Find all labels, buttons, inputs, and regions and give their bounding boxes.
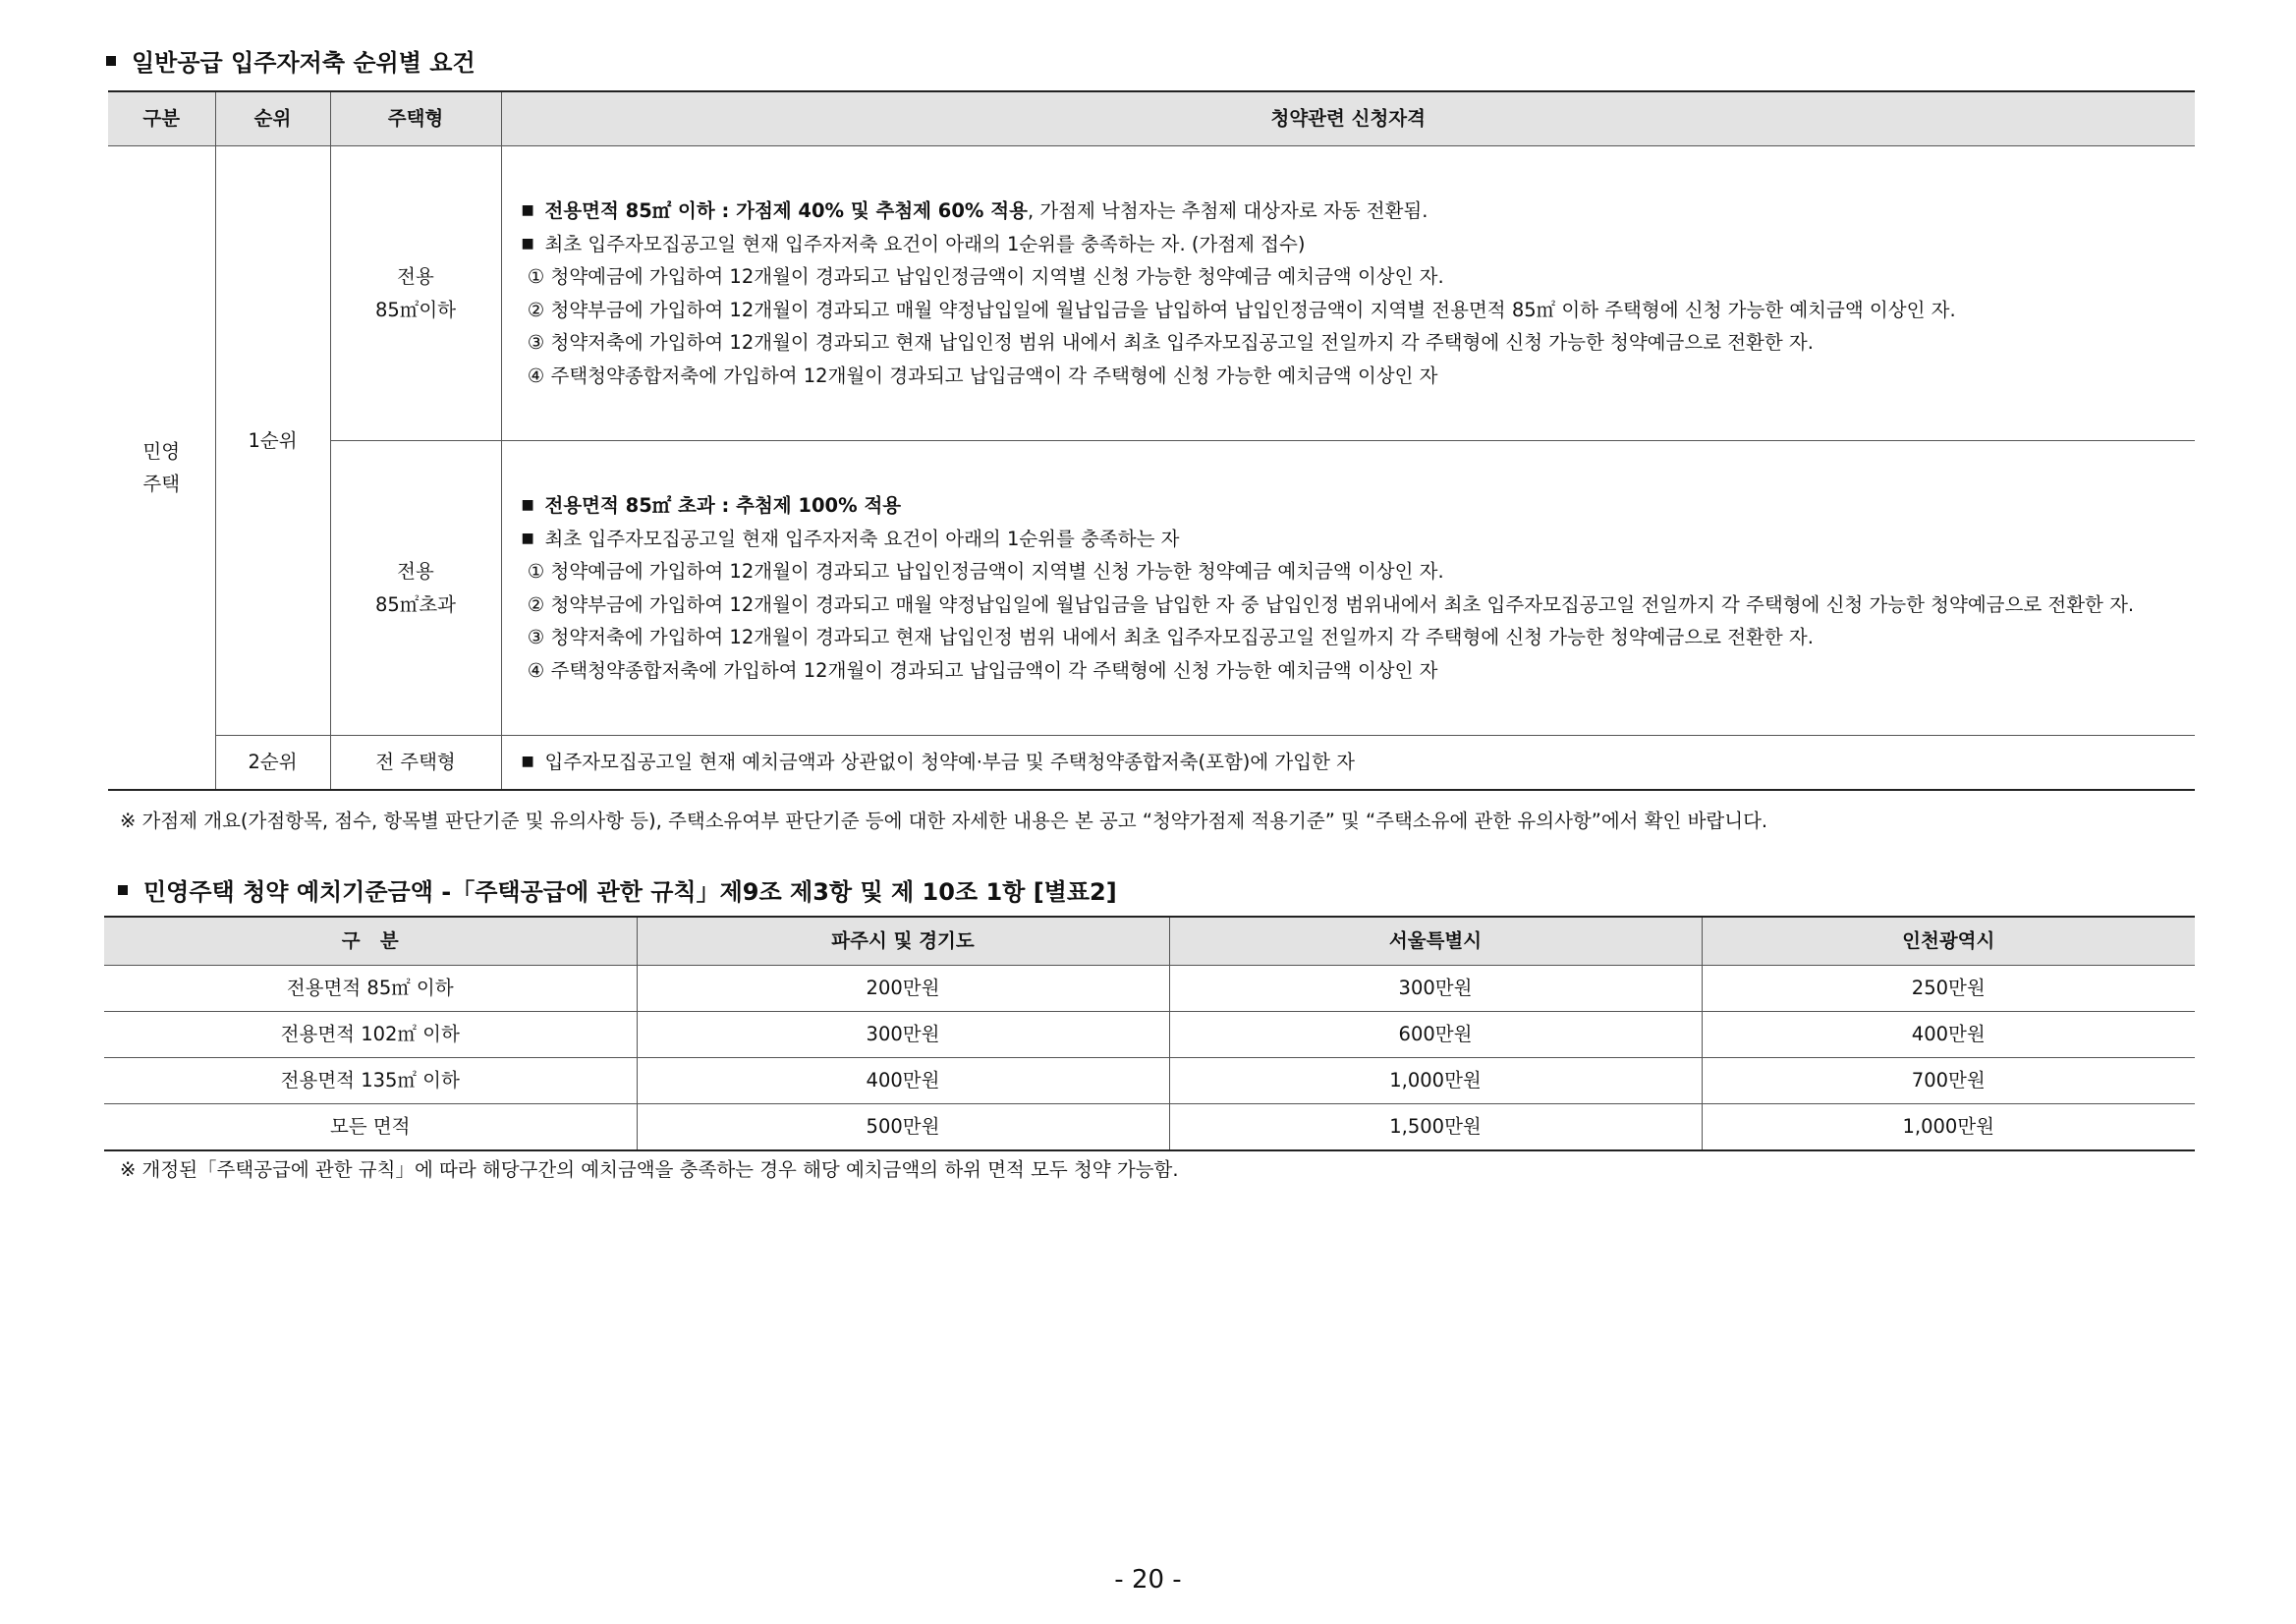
black-square-bullet-icon: ■ bbox=[521, 235, 534, 252]
type-85-over: 전용 85㎡초과 bbox=[330, 441, 501, 736]
header-seoul: 서울특별시 bbox=[1169, 917, 1702, 966]
cell-seoul: 600만원 bbox=[1169, 1012, 1702, 1058]
black-square-bullet-icon bbox=[106, 56, 116, 66]
item-text: 청약저축에 가입하여 12개월이 경과되고 현재 납입인정 범위 내에서 최초 입주자모집공고일 전일까지 각 주택형에 신청 가능한 청약예금으로 전환한 자. bbox=[550, 331, 1814, 354]
item-number: ① bbox=[527, 265, 545, 288]
text: 최초 입주자모집공고일 현재 입주자저축 요건이 아래의 1순위를 충족하는 자 bbox=[544, 527, 1180, 550]
cell-seoul: 300만원 bbox=[1169, 966, 1702, 1012]
rank-1: 1순위 bbox=[215, 146, 330, 736]
row-area: 전용면적 135㎡ 이하 bbox=[104, 1058, 637, 1104]
cell-incheon: 700만원 bbox=[1702, 1058, 2195, 1104]
item-text: 청약예금에 가입하여 12개월이 경과되고 납입인정금액이 지역별 신청 가능한 청약예금 예치금액 이상인 자. bbox=[550, 560, 1444, 583]
table-row bbox=[108, 146, 2195, 441]
rank-2: 2순위 bbox=[215, 736, 330, 791]
item-number: ② bbox=[527, 298, 545, 321]
deposit-amount-table bbox=[104, 916, 2195, 1151]
header-paju-gyeonggi: 파주시 및 경기도 bbox=[637, 917, 1169, 966]
item-text: 주택청약종합저축에 가입하여 12개월이 경과되고 납입금액이 각 주택형에 신청 가능한 예치금액 이상인 자 bbox=[550, 658, 1438, 682]
item-text: 청약부금에 가입하여 12개월이 경과되고 매월 약정납입일에 월납입금을 납입하여 납입인정금액이 지역별 전용면적 85㎡ 이하 주택형에 신청 가능한 예치금액 이상인 자. bbox=[550, 298, 1956, 321]
item-number: ① bbox=[527, 560, 545, 583]
list-item bbox=[522, 588, 2184, 622]
section1-title-text: 일반공급 입주자저축 순위별 요건 bbox=[132, 49, 476, 77]
list-item bbox=[522, 489, 2184, 523]
header-rank: 순위 bbox=[215, 91, 330, 146]
section1-note: ※ 가점제 개요(가점항목, 점수, 항목별 판단기준 및 유의사항 등), 주택소유여부 판단기준 등에 대한 자세한 내용은 본 공고 “청약가점제 적용기준” 및 “주택소유에 관한 유의사항”에서 확인 바랍니다. bbox=[120, 810, 1768, 832]
header-category: 구분 bbox=[108, 91, 215, 146]
table-row bbox=[104, 966, 2195, 1012]
cell-seoul: 1,000만원 bbox=[1169, 1058, 1702, 1104]
list-item bbox=[522, 746, 2184, 779]
item-number: ④ bbox=[527, 364, 545, 387]
item-text: 청약예금에 가입하여 12개월이 경과되고 납입인정금액이 지역별 신청 가능한 청약예금 예치금액 이상인 자. bbox=[550, 265, 1444, 288]
category-private-housing: 민영 주택 bbox=[108, 146, 215, 791]
requirements-85-over bbox=[501, 441, 2195, 736]
section1-title bbox=[106, 43, 476, 78]
text: 최초 입주자모집공고일 현재 입주자저축 요건이 아래의 1순위를 충족하는 자. (가점제 접수) bbox=[544, 232, 1306, 255]
black-square-bullet-icon: ■ bbox=[521, 754, 534, 770]
table-row bbox=[104, 1012, 2195, 1058]
cell-paju-gyeonggi: 500만원 bbox=[637, 1104, 1169, 1151]
cell-paju-gyeonggi: 200만원 bbox=[637, 966, 1169, 1012]
table-row bbox=[108, 441, 2195, 736]
table-row bbox=[104, 1104, 2195, 1151]
row-area: 전용면적 102㎡ 이하 bbox=[104, 1012, 637, 1058]
table-row bbox=[104, 1058, 2195, 1104]
header-housing-type: 주택형 bbox=[330, 91, 501, 146]
requirements-85-under bbox=[501, 146, 2195, 441]
black-square-bullet-icon: ■ bbox=[521, 202, 534, 218]
list-item bbox=[522, 360, 2184, 393]
header-division: 구 분 bbox=[104, 917, 637, 966]
section2-title bbox=[118, 872, 1117, 907]
cell-incheon: 250만원 bbox=[1702, 966, 2195, 1012]
bold-text: 전용면적 85㎡ 초과 : 추첨제 100% 적용 bbox=[544, 494, 902, 517]
list-item bbox=[522, 294, 2184, 327]
table-header-row bbox=[108, 91, 2195, 146]
item-number: ③ bbox=[527, 331, 545, 354]
item-number: ② bbox=[527, 592, 545, 616]
item-number: ④ bbox=[527, 658, 545, 682]
list-item bbox=[522, 228, 2184, 261]
item-text: 청약저축에 가입하여 12개월이 경과되고 현재 납입인정 범위 내에서 최초 입주자모집공고일 전일까지 각 주택형에 신청 가능한 청약예금으로 전환한 자. bbox=[550, 626, 1814, 648]
black-square-bullet-icon bbox=[118, 885, 128, 895]
cell-paju-gyeonggi: 300만원 bbox=[637, 1012, 1169, 1058]
row-area: 전용면적 85㎡ 이하 bbox=[104, 966, 637, 1012]
cell-seoul: 1,500만원 bbox=[1169, 1104, 1702, 1151]
page-number: - 20 - bbox=[1114, 1565, 1182, 1595]
list-item bbox=[522, 260, 2184, 294]
list-item bbox=[522, 621, 2184, 654]
list-item bbox=[522, 195, 2184, 228]
item-text: 주택청약종합저축에 가입하여 12개월이 경과되고 납입금액이 각 주택형에 신청 가능한 예치금액 이상인 자 bbox=[550, 364, 1438, 387]
item-number: ③ bbox=[527, 626, 545, 648]
black-square-bullet-icon: ■ bbox=[521, 530, 534, 546]
list-item bbox=[522, 654, 2184, 688]
cell-incheon: 1,000만원 bbox=[1702, 1104, 2195, 1151]
type-all: 전 주택형 bbox=[330, 736, 501, 791]
list-item bbox=[522, 555, 2184, 588]
item-text: 청약부금에 가입하여 12개월이 경과되고 매월 약정납입일에 월납입금을 납입한 자 중 납입인정 범위내에서 최초 입주자모집공고일 전일까지 각 주택형에 신청 가능한 청약예금으로 전환한 자. bbox=[550, 592, 2135, 616]
text: 입주자모집공고일 현재 예치금액과 상관없이 청약예·부금 및 주택청약종합저축(포함)에 가입한 자 bbox=[544, 751, 1355, 774]
table-row bbox=[108, 736, 2195, 791]
type-85-under: 전용 85㎡이하 bbox=[330, 146, 501, 441]
header-qualification: 청약관련 신청자격 bbox=[501, 91, 2195, 146]
row-area: 모든 면적 bbox=[329, 1115, 411, 1139]
cell-incheon: 400만원 bbox=[1702, 1012, 2195, 1058]
section2-title-text: 민영주택 청약 예치기준금액 -「주택공급에 관한 규칙」제9조 제3항 및 제 10조 1항 [별표2] bbox=[143, 878, 1117, 906]
header-incheon: 인천광역시 bbox=[1702, 917, 2195, 966]
black-square-bullet-icon: ■ bbox=[521, 497, 534, 513]
section2-note: ※ 개정된「주택공급에 관한 규칙」에 따라 해당구간의 예치금액을 충족하는 경우 해당 예치금액의 하위 면적 모두 청약 가능함. bbox=[120, 1158, 1179, 1181]
subscription-rank-requirements-table bbox=[108, 90, 2195, 791]
table-header-row bbox=[104, 917, 2195, 966]
list-item bbox=[522, 523, 2184, 556]
list-item bbox=[522, 326, 2184, 360]
requirements-rank-2 bbox=[501, 736, 2195, 791]
bold-text: 전용면적 85㎡ 이하 : 가점제 40% 및 추첨제 60% 적용 bbox=[544, 199, 1028, 222]
cell-paju-gyeonggi: 400만원 bbox=[637, 1058, 1169, 1104]
text: , 가점제 낙첨자는 추첨제 대상자로 자동 전환됨. bbox=[1027, 199, 1428, 222]
